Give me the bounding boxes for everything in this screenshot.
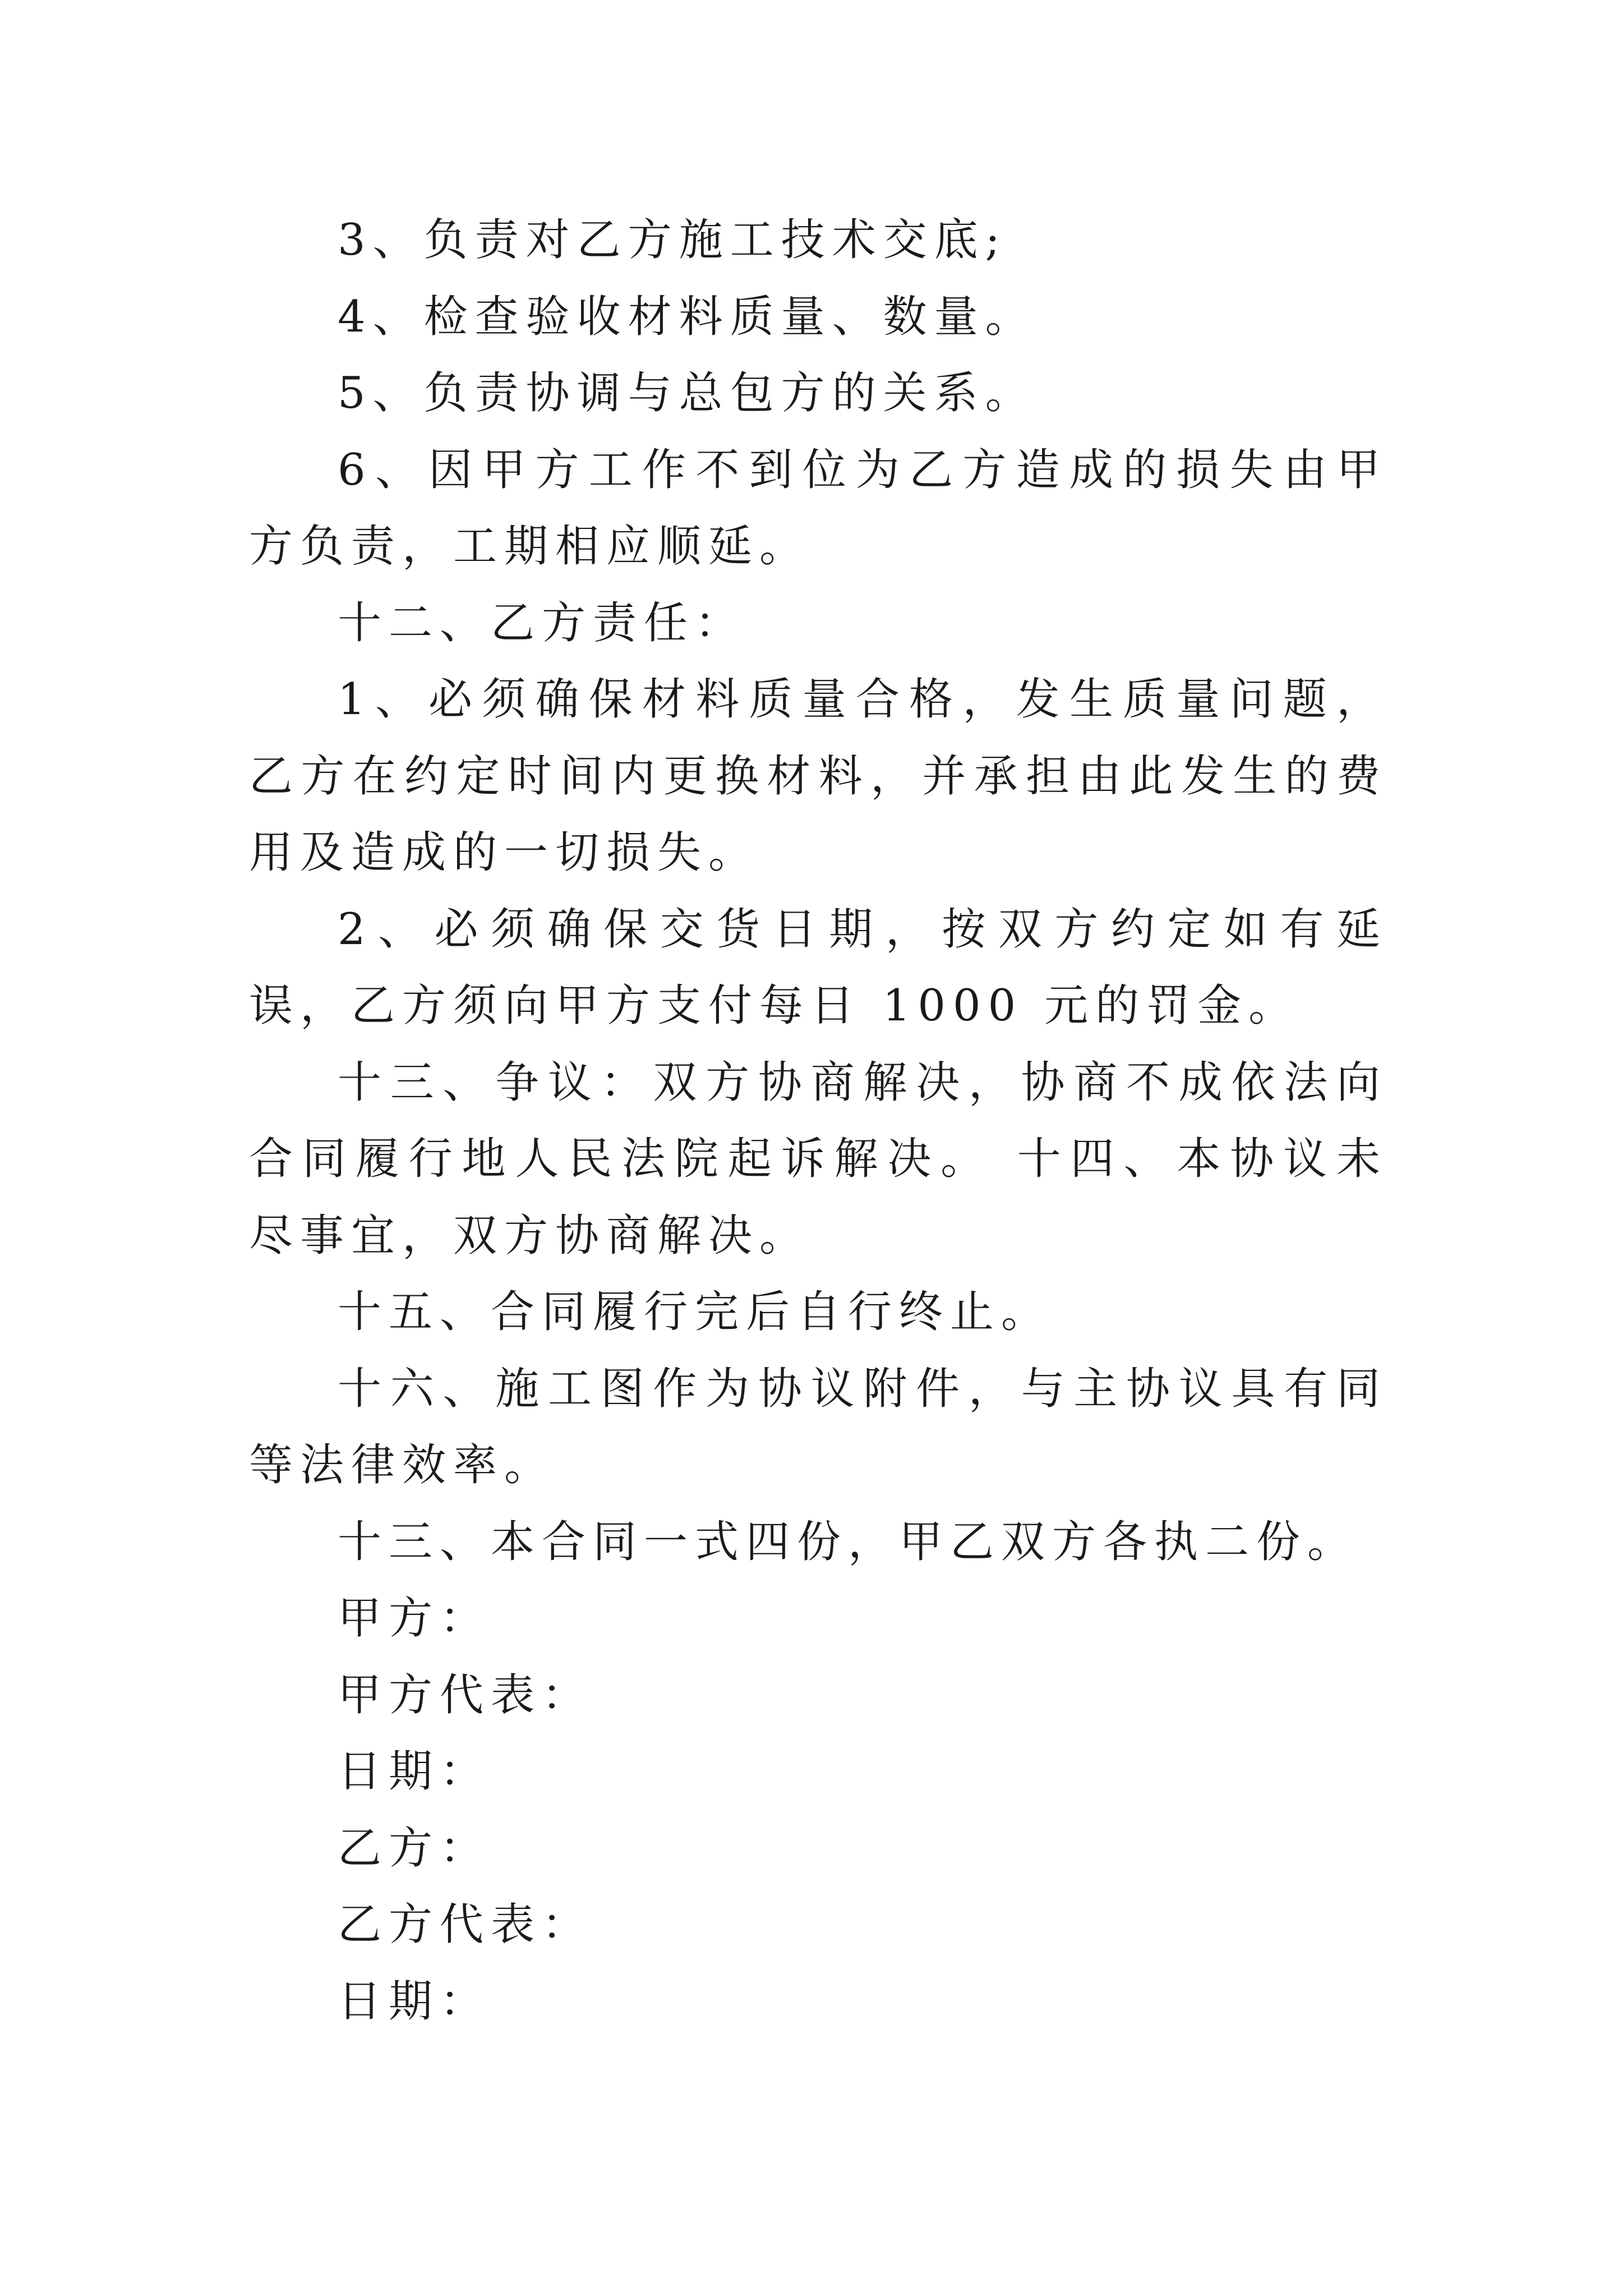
clause-11-3: 3、负责对乙方施工技术交底; xyxy=(338,215,1007,265)
clause-12-1: 1、必须确保材料质量合格，发生质量问题，乙方在约定时间内更换材料，并承担由此发生的费用及造成的一切损失。 xyxy=(249,674,1387,878)
contract-body xyxy=(249,202,1387,2040)
clause-11-4: 4、检查验收材料质量、数量。 xyxy=(338,291,1036,342)
clause-copies: 十三、本合同一式四份，甲乙双方各执二份。 xyxy=(338,1516,1359,1567)
party-a-label: 甲方： xyxy=(338,1593,491,1644)
section-12-heading: 十二、乙方责任： xyxy=(338,597,746,648)
clause-16: 十六、施工图作为协议附件，与主协议具有同等法律效率。 xyxy=(249,1363,1387,1490)
party-b-rep-label: 乙方代表： xyxy=(338,1899,593,1950)
clause-12-2: 2、必须确保交货日期，按双方约定如有延误，乙方须向甲方支付每日 1000 元的罚金。 xyxy=(249,904,1387,1031)
party-b-label: 乙方： xyxy=(338,1823,491,1874)
party-b-date-label: 日期： xyxy=(338,1976,491,2027)
clause-11-5: 5、负责协调与总包方的关系。 xyxy=(338,368,1036,418)
clause-15: 十五、合同履行完后自行终止。 xyxy=(338,1287,1053,1337)
clause-13-14: 十三、争议：双方协商解决，协商不成依法向合同履行地人民法院起诉解决。 十四、本协议未尽事宜，双方协商解决。 xyxy=(249,1057,1387,1261)
party-a-date-label: 日期： xyxy=(338,1746,491,1797)
clause-11-6: 6、因甲方工作不到位为乙方造成的损失由甲方负责，工期相应顺延。 xyxy=(249,444,1387,572)
party-a-rep-label: 甲方代表： xyxy=(338,1669,593,1720)
